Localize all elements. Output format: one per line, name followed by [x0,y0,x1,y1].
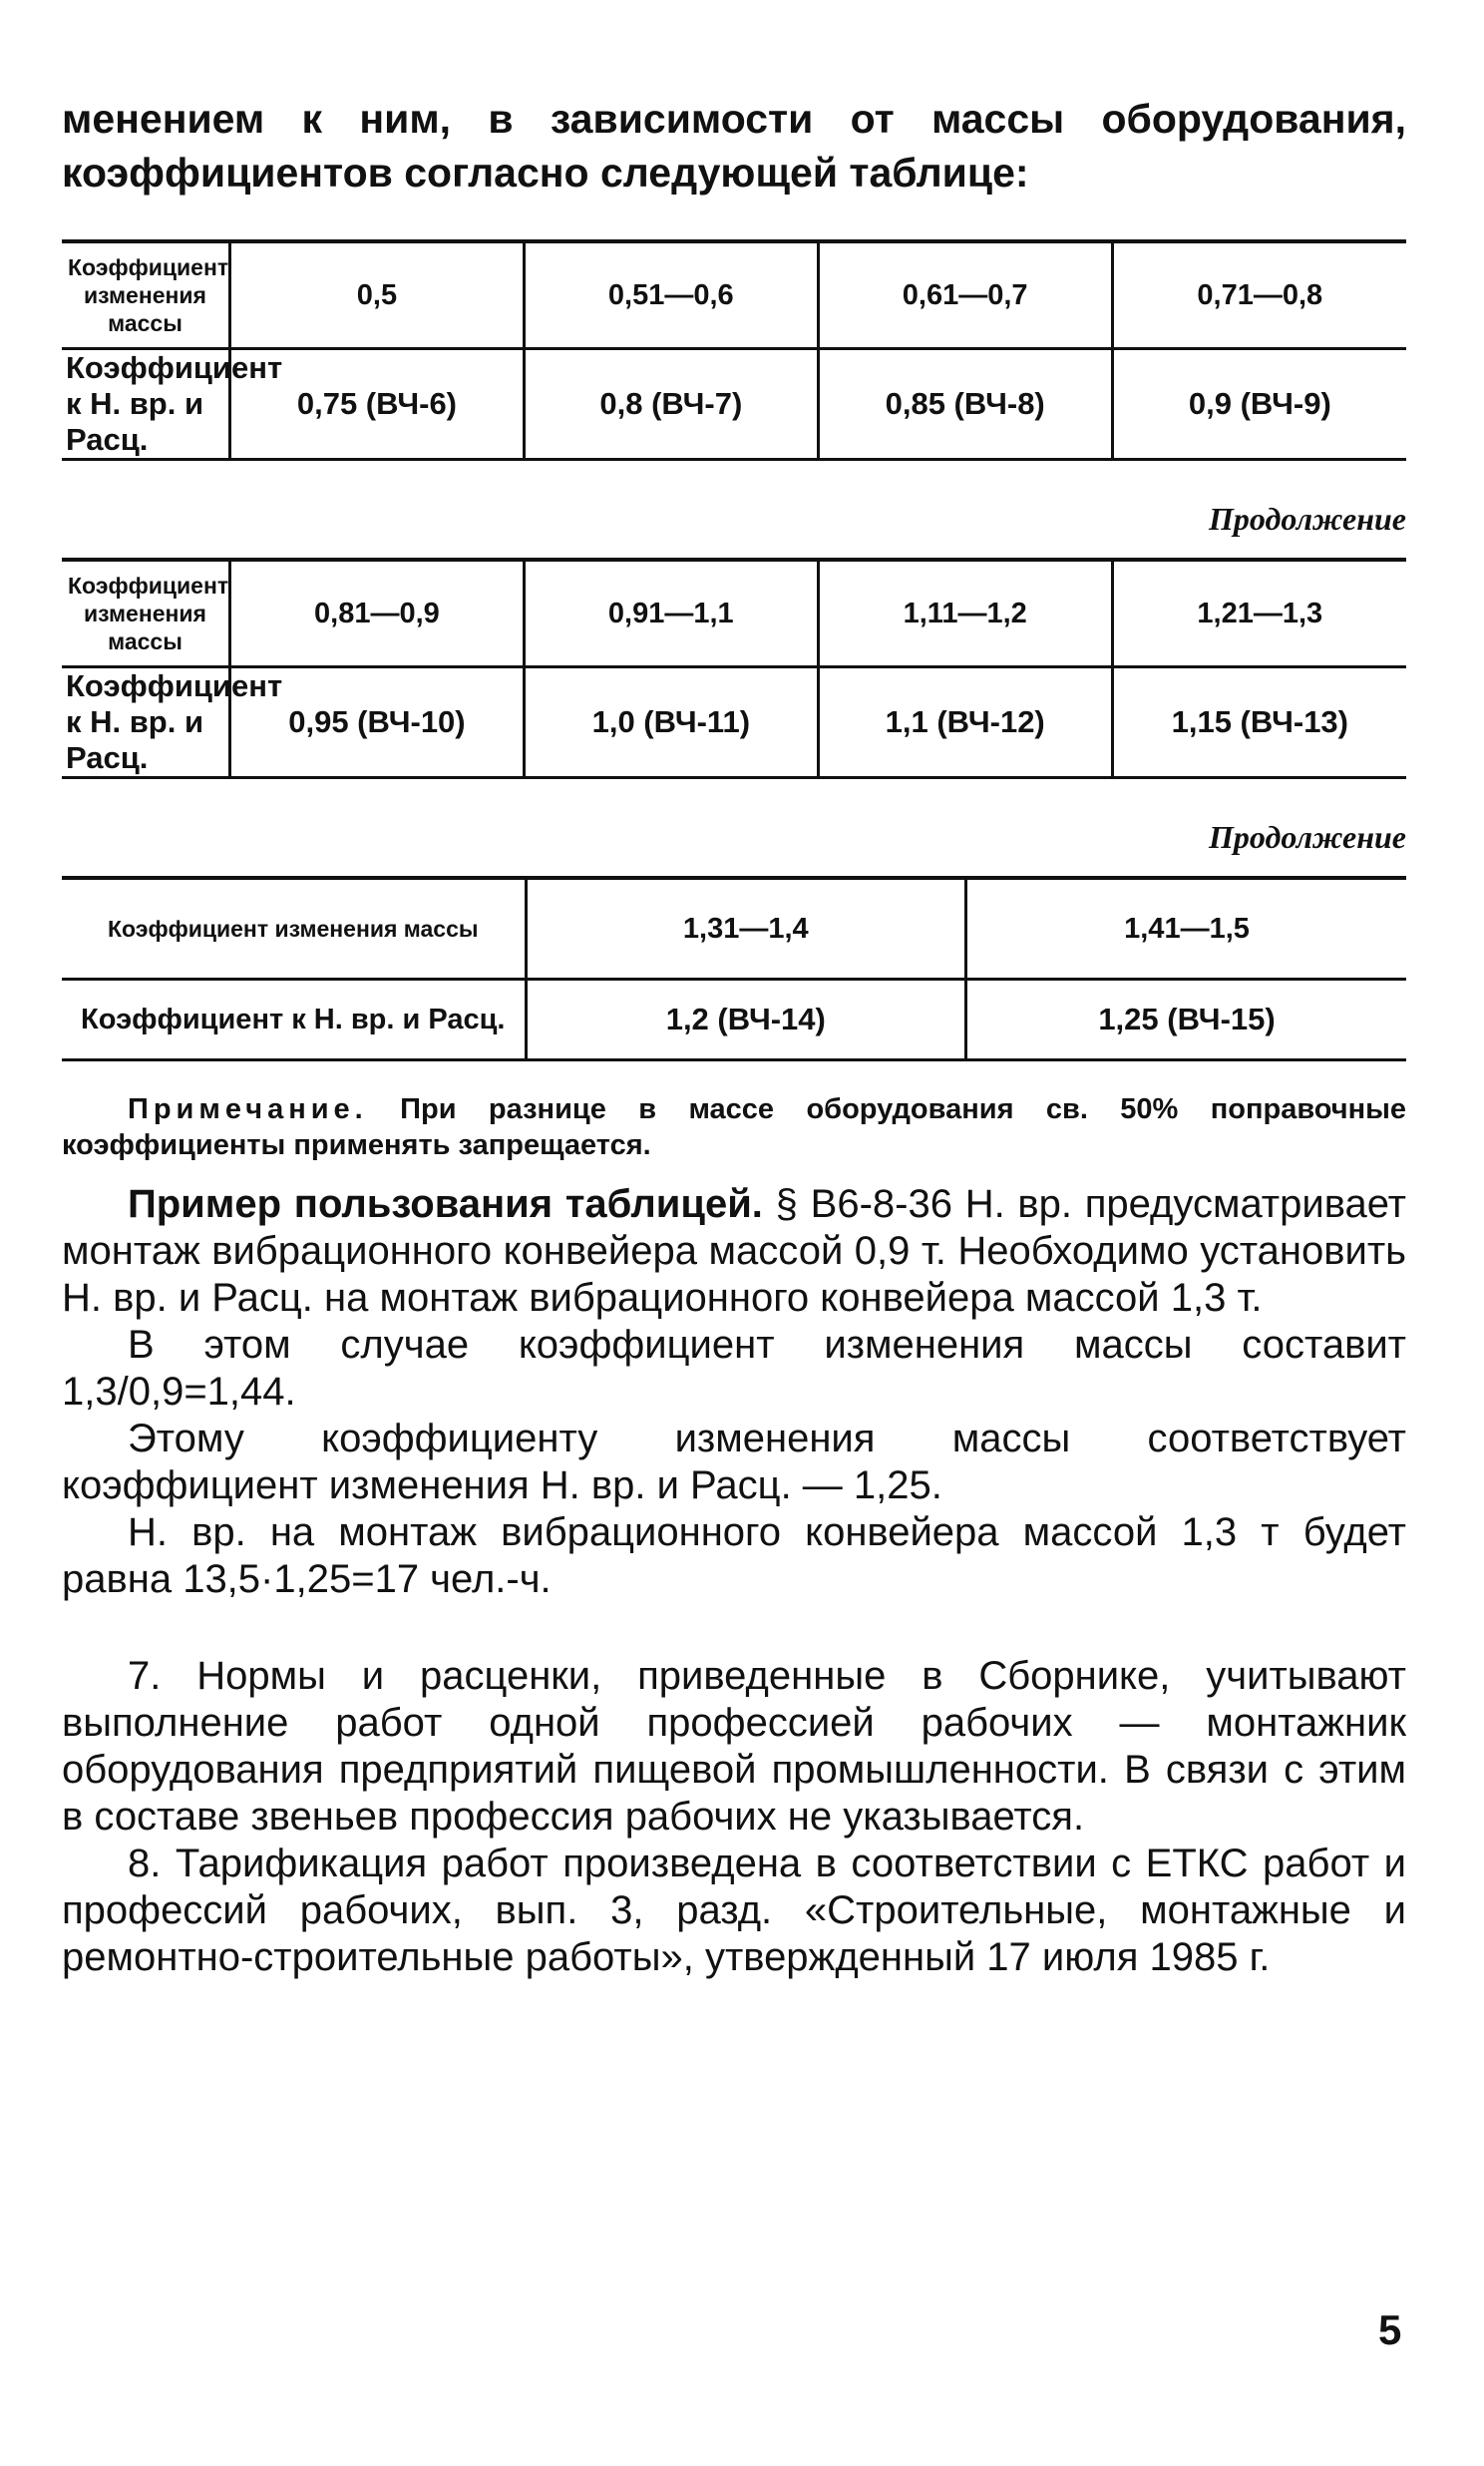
coefficient-table-2 [62,558,1406,779]
coefficient-cell: 1,25 (ВЧ-15) [1098,1002,1276,1036]
row-label: Коэффициент к Н. вр. и Расц. [62,980,526,1060]
page-number: 5 [1378,2306,1402,2353]
header-label: Коэффициент изменения массы [62,241,230,349]
mass-range-cell: 0,5 [230,241,525,349]
table-header-row [62,241,1406,349]
table-header-row [62,878,1406,980]
example-paragraph [62,1181,1406,1322]
table-row [62,667,1406,778]
coefficient-cell: 1,15 (ВЧ-13) [1171,704,1348,739]
example-heading: Пример пользования таблицей. [128,1182,763,1226]
header-label: Коэффициент изменения массы [62,560,230,667]
coefficient-cell: 0,95 (ВЧ-10) [230,667,525,778]
mass-range-cell: 0,91—1,1 [524,560,818,667]
coefficient-table-1 [62,239,1406,461]
table-header-row [62,560,1406,667]
coefficient-cell: 1,1 (ВЧ-12) [818,667,1112,778]
item-8-paragraph: 8. Тарификация работ произведена в соответствии с ЕТКС работ и профессий рабочих, вып. 3, разд. «Строительные, монтажные и ремонтно-строительные работы», утвержденный 17 июля 1985 г. [62,1842,1406,1979]
mass-range-cell: 0,61—0,7 [818,241,1112,349]
table-row [62,349,1406,460]
coefficient-cell: 1,2 (ВЧ-14) [526,980,965,1060]
mass-range-cell: 1,31—1,4 [526,878,965,980]
coefficient-cell: 0,9 (ВЧ-9) [1188,386,1331,421]
coefficient-cell: 1,0 (ВЧ-11) [524,667,818,778]
note-label: Примечание. [128,1093,368,1125]
example-text: § В6-8-36 Н. вр. предусматривает монтаж вибрационного конвейера массой 0,9 т. Необходимо установить Н. вр. и Расц. на монтаж вибрационного конвейера массой 1,3 т. [62,1182,1407,1320]
example-paragraph-2: В этом случае коэффициент изменения массы составит 1,3/0,9=1,44. [62,1323,1406,1414]
table-row [62,980,1406,1060]
mass-range-cell: 0,51—0,6 [524,241,818,349]
note-text: При разнице в массе оборудования св. 50% поправочные коэффициенты применять запрещается. [62,1093,1407,1161]
mass-range-cell: 1,21—1,3 [1112,560,1406,667]
note [62,1091,1406,1163]
coefficient-cell: 0,85 (ВЧ-8) [818,349,1112,460]
item-7-paragraph: 7. Нормы и расценки, приведенные в Сборнике, учитывают выполнение работ одной профессией рабочих — монтажник оборудования предприятий пищевой промышленности. В связи с этим в составе звеньев профессия рабочих не указывается. [62,1654,1406,1839]
coefficient-table-3 [62,876,1406,1061]
continuation-label: Продолжение [1209,819,1406,855]
mass-range-cell: 0,71—0,8 [1112,241,1406,349]
intro-text: менением к ним, в зависимости от массы оборудования, коэффициентов согласно следующей таблице: [62,96,1406,196]
mass-range-cell: 1,11—1,2 [818,560,1112,667]
mass-range-cell: 1,41—1,5 [966,878,1406,980]
continuation-label: Продолжение [1209,501,1406,537]
row-label: Коэффициент к Н. вр. и Расц. [62,667,230,778]
row-label: Коэффициент к Н. вр. и Расц. [62,349,230,460]
example-paragraph-3: Этому коэффициенту изменения массы соответствует коэффициент изменения Н. вр. и Расц. — 1,25. [62,1417,1406,1507]
example-paragraph-4: Н. вр. на монтаж вибрационного конвейера массой 1,3 т будет равна 13,5·1,25=17 чел.-ч. [62,1510,1406,1601]
document-page [62,92,1406,1981]
header-label: Коэффициент изменения массы [62,878,526,980]
coefficient-cell: 0,75 (ВЧ-6) [230,349,525,460]
coefficient-cell: 0,8 (ВЧ-7) [524,349,818,460]
mass-range-cell: 0,81—0,9 [230,560,525,667]
